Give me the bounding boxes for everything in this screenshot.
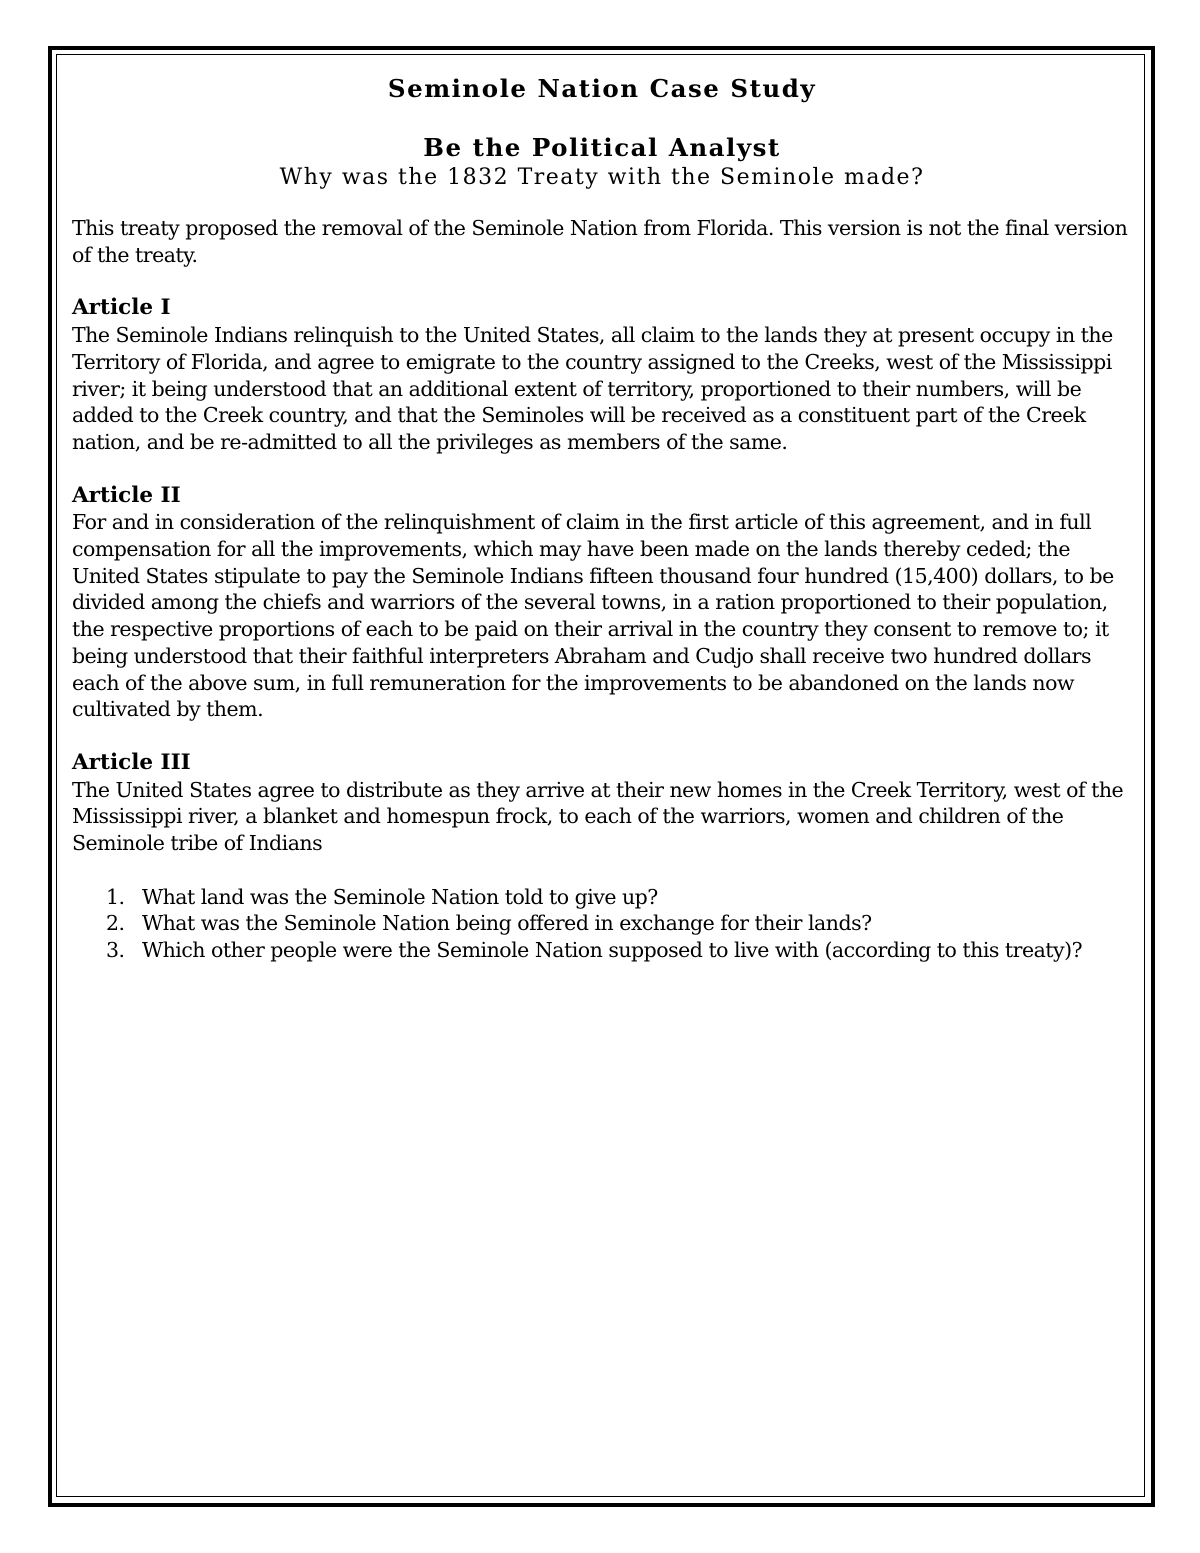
article-heading: Article III — [72, 749, 191, 775]
question-item — [106, 884, 1132, 911]
question-item — [106, 910, 1132, 937]
question-text: What was the Seminole Nation being offered in exchange for their lands? — [142, 911, 872, 936]
question-number: 1. — [106, 884, 125, 909]
question-text: Which other people were the Seminole Nation supposed to live with (according to this treaty)? — [142, 938, 1083, 963]
question-list — [72, 884, 1132, 964]
question-text: What land was the Seminole Nation told to give up? — [142, 884, 658, 909]
question-number: 3. — [106, 938, 125, 963]
article-1 — [72, 295, 1132, 455]
section-subtitle: Why was the 1832 Treaty with the Seminole made? — [279, 165, 925, 190]
document-title: Seminole Nation Case Study — [387, 74, 817, 103]
question-number: 2. — [106, 911, 125, 936]
section-title: Be the Political Analyst — [423, 133, 781, 162]
article-heading: Article I — [72, 295, 171, 321]
article-heading: Article II — [72, 482, 181, 508]
article-3 — [72, 750, 1132, 857]
question-item — [106, 937, 1132, 964]
document-content — [72, 72, 1132, 964]
article-body: The Seminole Indians relinquish to the United States, all claim to the lands they at present occupy in the Territory of Florida, and agree to emigrate to the country assigned to the Creeks, west of the Mississippi river; it being understood that an additional extent of territory, proportioned to their numbers, will be added to the Creek country, and that the Seminoles will be received as a constituent part of the Creek nation, and be re-admitted to all the privileges as members of the same. — [72, 323, 1113, 454]
intro-paragraph: This treaty proposed the removal of the Seminole Nation from Florida. This version is not the final version of the treaty. — [72, 216, 1128, 267]
article-body: The United States agree to distribute as they arrive at their new homes in the Creek Territory, west of the Mississippi river, a blanket and homespun frock, to each of the warriors, women and children of the Seminole tribe of Indians — [72, 777, 1124, 856]
article-2 — [72, 483, 1132, 723]
article-body: For and in consideration of the relinquishment of claim in the first article of this agreement, and in full compensation for all the improvements, which may have been made on the lands thereby ceded; the United States stipulate to pay the Seminole Indians fifteen thousand four hundred (15,400) dollars, to be divided among the chiefs and warriors of the several towns, in a ration proportioned to their population, the respective proportions of each to be paid on their arrival in the country they consent to remove to; it being understood that their faithful interpreters Abraham and Cudjo shall receive two hundred dollars each of the above sum, in full remuneration for the improvements to be abandoned on the lands now cultivated by them. — [72, 510, 1114, 722]
